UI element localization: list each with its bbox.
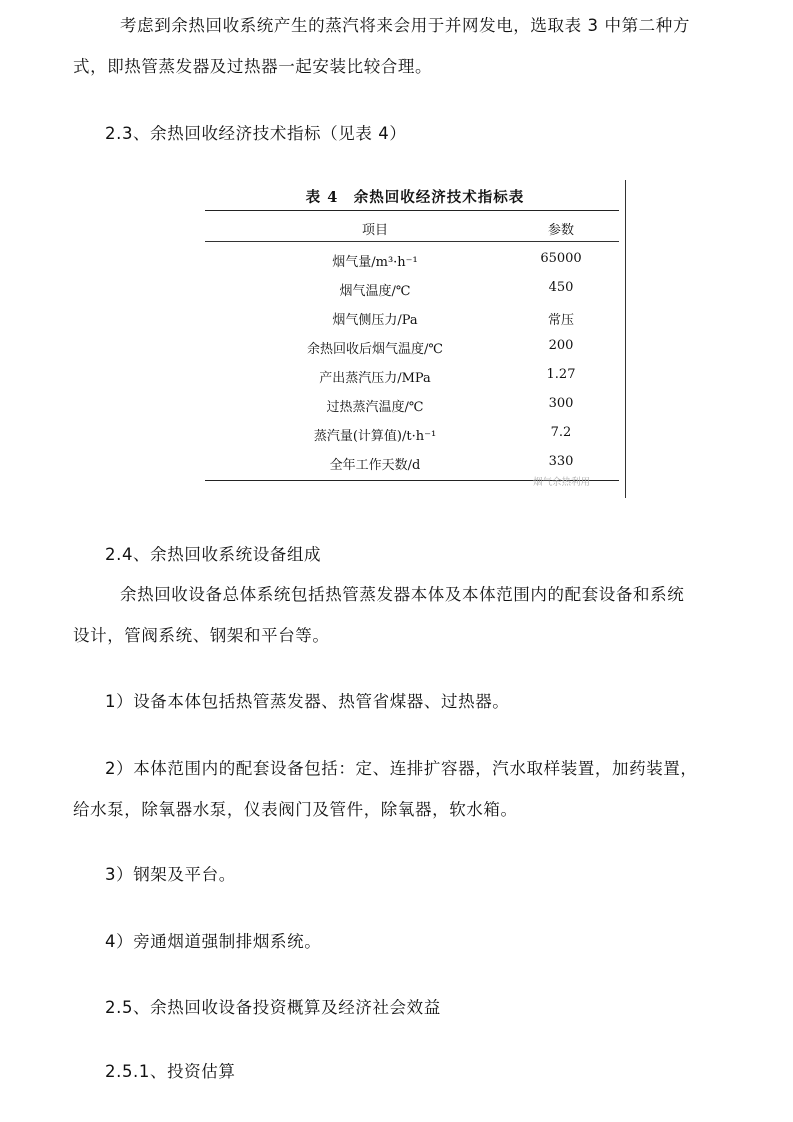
table-header-row <box>203 213 627 242</box>
section-heading: 2.4、余热回收系统设备组成 <box>105 545 322 564</box>
section-heading: 2.3、余热回收经济技术指标（见表 4） <box>105 124 407 143</box>
section-heading: 2.5、余热回收设备投资概算及经济社会效益 <box>105 998 441 1017</box>
watermark-text: 烟气余热利用 <box>533 477 591 488</box>
row-value: 200 <box>548 338 574 353</box>
table-side-rule <box>625 180 626 498</box>
list-item: 3）钢架及平台。 <box>105 865 236 884</box>
table-title: 表 4 余热回收经济技术指标表 <box>305 189 525 206</box>
row-item: 烟气侧压力/Pa <box>332 313 418 328</box>
paragraph-line: 考虑到余热回收系统产生的蒸汽将来会用于并网发电，选取表 3 中第二种方 <box>120 16 690 35</box>
list-item-continuation: 给水泵，除氧器水泵，仪表阀门及管件，除氧器，软水箱。 <box>73 800 518 819</box>
row-value: 450 <box>548 280 574 295</box>
row-item: 烟气量/m³·h⁻¹ <box>332 255 418 270</box>
row-value: 330 <box>548 454 574 469</box>
row-value: 7.2 <box>550 425 572 440</box>
row-item: 烟气温度/℃ <box>339 284 411 299</box>
row-item: 过热蒸汽温度/℃ <box>326 400 424 415</box>
row-item: 蒸汽量(计算值)/t·h⁻¹ <box>313 429 437 444</box>
list-item: 1）设备本体包括热管蒸发器、热管省煤器、过热器。 <box>105 692 510 711</box>
table-row <box>203 390 627 419</box>
list-item: 2）本体范围内的配套设备包括：定、连排扩容器，汽水取样装置，加药装置， <box>105 759 698 778</box>
row-value: 300 <box>548 396 574 411</box>
table-row <box>203 448 627 477</box>
header-value: 参数 <box>547 223 574 238</box>
section-heading: 2.5.1、投资估算 <box>105 1062 236 1081</box>
indicator-table <box>203 180 627 498</box>
table-row <box>203 419 627 448</box>
row-value: 65000 <box>540 251 582 266</box>
table-row <box>203 361 627 390</box>
paragraph-line: 设计，管阀系统、钢架和平台等。 <box>73 626 330 645</box>
row-item: 产出蒸汽压力/MPa <box>319 371 431 386</box>
row-value: 1.27 <box>546 367 576 382</box>
header-item: 项目 <box>361 223 388 238</box>
table-row <box>203 332 627 361</box>
paragraph-line: 式，即热管蒸发器及过热器一起安装比较合理。 <box>73 57 433 76</box>
table-top-rule <box>205 210 619 211</box>
table-header-rule <box>205 241 619 242</box>
table-row <box>203 274 627 303</box>
list-item: 4）旁通烟道强制排烟系统。 <box>105 932 322 951</box>
row-item: 全年工作天数/d <box>329 458 421 473</box>
table-row <box>203 245 627 274</box>
row-value: 常压 <box>547 313 574 328</box>
paragraph-line: 余热回收设备总体系统包括热管蒸发器本体及本体范围内的配套设备和系统 <box>120 585 685 604</box>
table-row <box>203 303 627 332</box>
row-item: 余热回收后烟气温度/℃ <box>307 342 443 357</box>
